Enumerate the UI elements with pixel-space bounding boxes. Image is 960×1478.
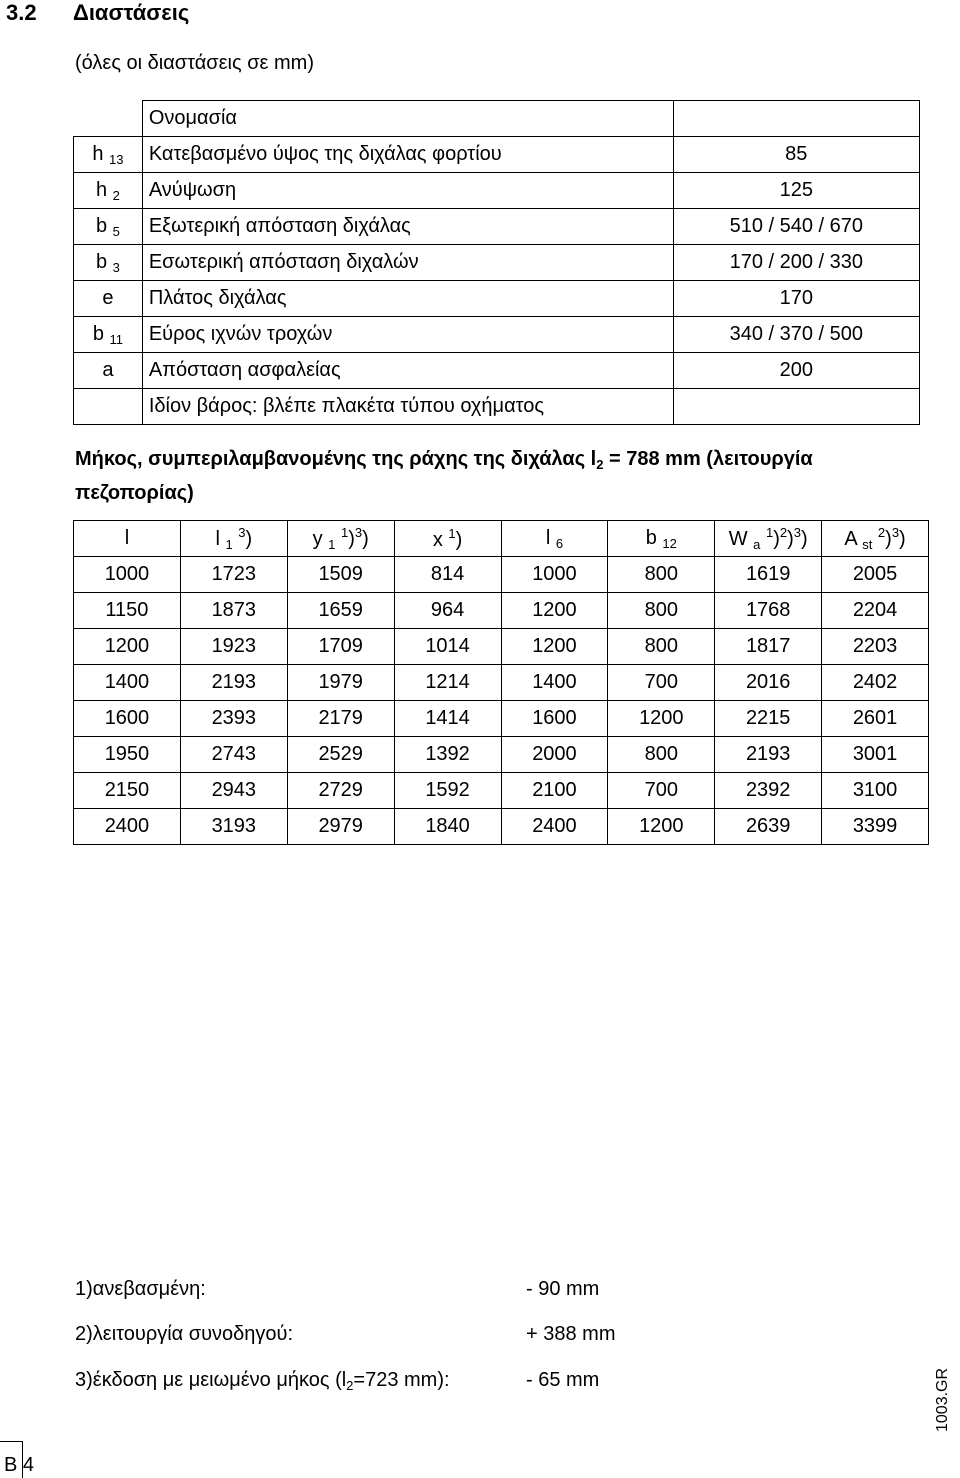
description-cell: Πλάτος διχάλας (142, 281, 673, 317)
table-cell: 2100 (501, 773, 608, 809)
table-cell: 2179 (287, 701, 394, 737)
value-cell: 340 / 370 / 500 (673, 317, 919, 353)
symbol: b (95, 250, 108, 273)
table-cell: 1659 (287, 593, 394, 629)
footnote-1-label: 1)ανεβασμένη: (75, 1278, 206, 1300)
table-cell: 2204 (822, 593, 929, 629)
table-cell: 2400 (501, 809, 608, 845)
table-cell: 3001 (822, 737, 929, 773)
table-row (74, 389, 920, 425)
table-cell: 3100 (822, 773, 929, 809)
table-cell: 814 (394, 557, 501, 593)
symbol-cell (74, 245, 143, 281)
symbol-cell (74, 209, 143, 245)
column-header: l $_6$ (501, 521, 608, 557)
table-cell: 800 (608, 593, 715, 629)
table-cell: 1150 (74, 593, 181, 629)
table-cell: 1200 (501, 629, 608, 665)
document-code: 1003.GR (934, 1367, 951, 1432)
page-label: B 4 (4, 1454, 35, 1476)
table-cell: 800 (608, 737, 715, 773)
table-cell: 1392 (394, 737, 501, 773)
value-cell: 170 / 200 / 330 (673, 245, 919, 281)
symbol-subscript: 13 (109, 151, 124, 167)
symbol-cell (74, 281, 143, 317)
column-header: l (74, 521, 181, 557)
table-row (74, 353, 920, 389)
symbol: b (92, 322, 104, 345)
symbol: h (92, 142, 104, 165)
table-cell: 1414 (394, 701, 501, 737)
table-row (74, 245, 920, 281)
value-cell: 170 (673, 281, 919, 317)
symbol-subscript: 2 (112, 187, 120, 203)
table-cell: 1723 (180, 557, 287, 593)
description-cell: Ιδίον βάρος: βλέπε πλακέτα τύπου οχήματος (142, 389, 673, 425)
symbol: e (102, 287, 114, 309)
table-row (74, 317, 920, 353)
table-cell: 1592 (394, 773, 501, 809)
table-cell: 1200 (608, 701, 715, 737)
table-cell: 1600 (501, 701, 608, 737)
table-row (74, 137, 920, 173)
table-cell: 2402 (822, 665, 929, 701)
table-row (74, 593, 929, 629)
symbol-cell (74, 101, 143, 137)
table-cell: 1200 (608, 809, 715, 845)
column-header: W $_a$ $^1$)$^2$)$^3$) (715, 521, 822, 557)
table-cell: 2979 (287, 809, 394, 845)
table-cell: 1400 (501, 665, 608, 701)
table-cell: 1200 (501, 593, 608, 629)
table-cell: 2943 (180, 773, 287, 809)
table-row (74, 701, 929, 737)
symbol-cell (74, 353, 143, 389)
table-cell: 1923 (180, 629, 287, 665)
table-cell: 2193 (180, 665, 287, 701)
table-cell: 1200 (74, 629, 181, 665)
table-cell: 2601 (822, 701, 929, 737)
table-row (74, 665, 929, 701)
table-cell: 1840 (394, 809, 501, 845)
header-label: Ονομασία (142, 101, 673, 137)
length-paragraph: Μήκος, συμπεριλαμβανομένης της ράχης της διχάλας $l_2 = 788$ mm (λειτουργία πεζοπορίας) (75, 448, 813, 504)
table-cell: 1509 (287, 557, 394, 593)
value-cell: 510 / 540 / 670 (673, 209, 919, 245)
header-row (74, 521, 929, 557)
table-cell: 2005 (822, 557, 929, 593)
footnote-1-value: - 90 mm (526, 1278, 600, 1300)
table-row (74, 773, 929, 809)
dimensions-table (73, 100, 920, 425)
table-cell: 2203 (822, 629, 929, 665)
table-cell: 2392 (715, 773, 822, 809)
description-cell: Εσωτερική απόσταση διχαλών (142, 245, 673, 281)
table-cell: 2215 (715, 701, 822, 737)
column-header: A $_{st}$ $^2$)$^3$) (822, 521, 929, 557)
table-cell: 1400 (74, 665, 181, 701)
value-cell (673, 389, 919, 425)
symbol: a (102, 359, 114, 381)
description-cell: Εξωτερική απόσταση διχάλας (142, 209, 673, 245)
footnote-2-label: 2)λειτουργία συνοδηγού: (75, 1323, 294, 1345)
units-note: (όλες οι διαστάσεις σε mm) (75, 52, 314, 74)
table-cell: 700 (608, 773, 715, 809)
footnote-3-value: - 65 mm (526, 1369, 600, 1391)
table-cell: 2639 (715, 809, 822, 845)
table-cell: 3193 (180, 809, 287, 845)
table-cell: 1979 (287, 665, 394, 701)
table-row (74, 557, 929, 593)
table-cell: 1950 (74, 737, 181, 773)
symbol-subscript: 5 (112, 223, 120, 239)
symbol: b (95, 214, 108, 237)
table-row (74, 737, 929, 773)
table-row (74, 809, 929, 845)
table-cell: 1214 (394, 665, 501, 701)
symbol-cell (74, 137, 143, 173)
table-cell: 1000 (501, 557, 608, 593)
column-header: y $_1$ $^1$)$^3$) (287, 521, 394, 557)
table-row (74, 173, 920, 209)
column-header: l $_1$ $^3$) (180, 521, 287, 557)
symbol-subscript: 3 (112, 259, 120, 275)
column-header: b $_{12}$ (608, 521, 715, 557)
column-header: x $^1$) (394, 521, 501, 557)
table-cell: 800 (608, 629, 715, 665)
symbol-subscript: 11 (109, 331, 123, 347)
description-cell: Απόσταση ασφαλείας (142, 353, 673, 389)
table-cell: 700 (608, 665, 715, 701)
footnote-3-label: 3)έκδοση με μειωμένο μήκος ($l_2=723$ mm): (75, 1369, 450, 1393)
value-cell: 200 (673, 353, 919, 389)
value-cell: 85 (673, 137, 919, 173)
table-row (74, 209, 920, 245)
table-cell: 800 (608, 557, 715, 593)
table-cell: 1014 (394, 629, 501, 665)
section-title: Διαστάσεις (73, 0, 190, 25)
table-row (74, 101, 920, 137)
value-cell: 125 (673, 173, 919, 209)
table-cell: 3399 (822, 809, 929, 845)
table-cell: 1709 (287, 629, 394, 665)
table-cell: 2193 (715, 737, 822, 773)
table-cell: 1817 (715, 629, 822, 665)
value-cell (673, 101, 919, 137)
table-cell: 1768 (715, 593, 822, 629)
symbol-cell (74, 317, 143, 353)
table-cell: 2016 (715, 665, 822, 701)
section-number: 3.2 (6, 0, 37, 25)
table-cell: 2729 (287, 773, 394, 809)
table-cell: 2393 (180, 701, 287, 737)
table-cell: 2743 (180, 737, 287, 773)
table-cell: 2150 (74, 773, 181, 809)
table-cell: 964 (394, 593, 501, 629)
description-cell: Ανύψωση (142, 173, 673, 209)
footnote-2-value: + 388 mm (526, 1323, 616, 1345)
table-row (74, 281, 920, 317)
table-cell: 1600 (74, 701, 181, 737)
table-cell: 2000 (501, 737, 608, 773)
table-row (74, 629, 929, 665)
description-cell: Κατεβασμένο ύψος της διχάλας φορτίου (142, 137, 673, 173)
description-cell: Εύρος ιχνών τροχών (142, 317, 673, 353)
symbol-cell (74, 389, 143, 425)
table-cell: 2400 (74, 809, 181, 845)
symbol-cell (74, 173, 143, 209)
table-cell: 1000 (74, 557, 181, 593)
symbol: h (95, 178, 108, 201)
table-cell: 1619 (715, 557, 822, 593)
table-cell: 1873 (180, 593, 287, 629)
lengths-table (73, 520, 929, 845)
table-cell: 2529 (287, 737, 394, 773)
